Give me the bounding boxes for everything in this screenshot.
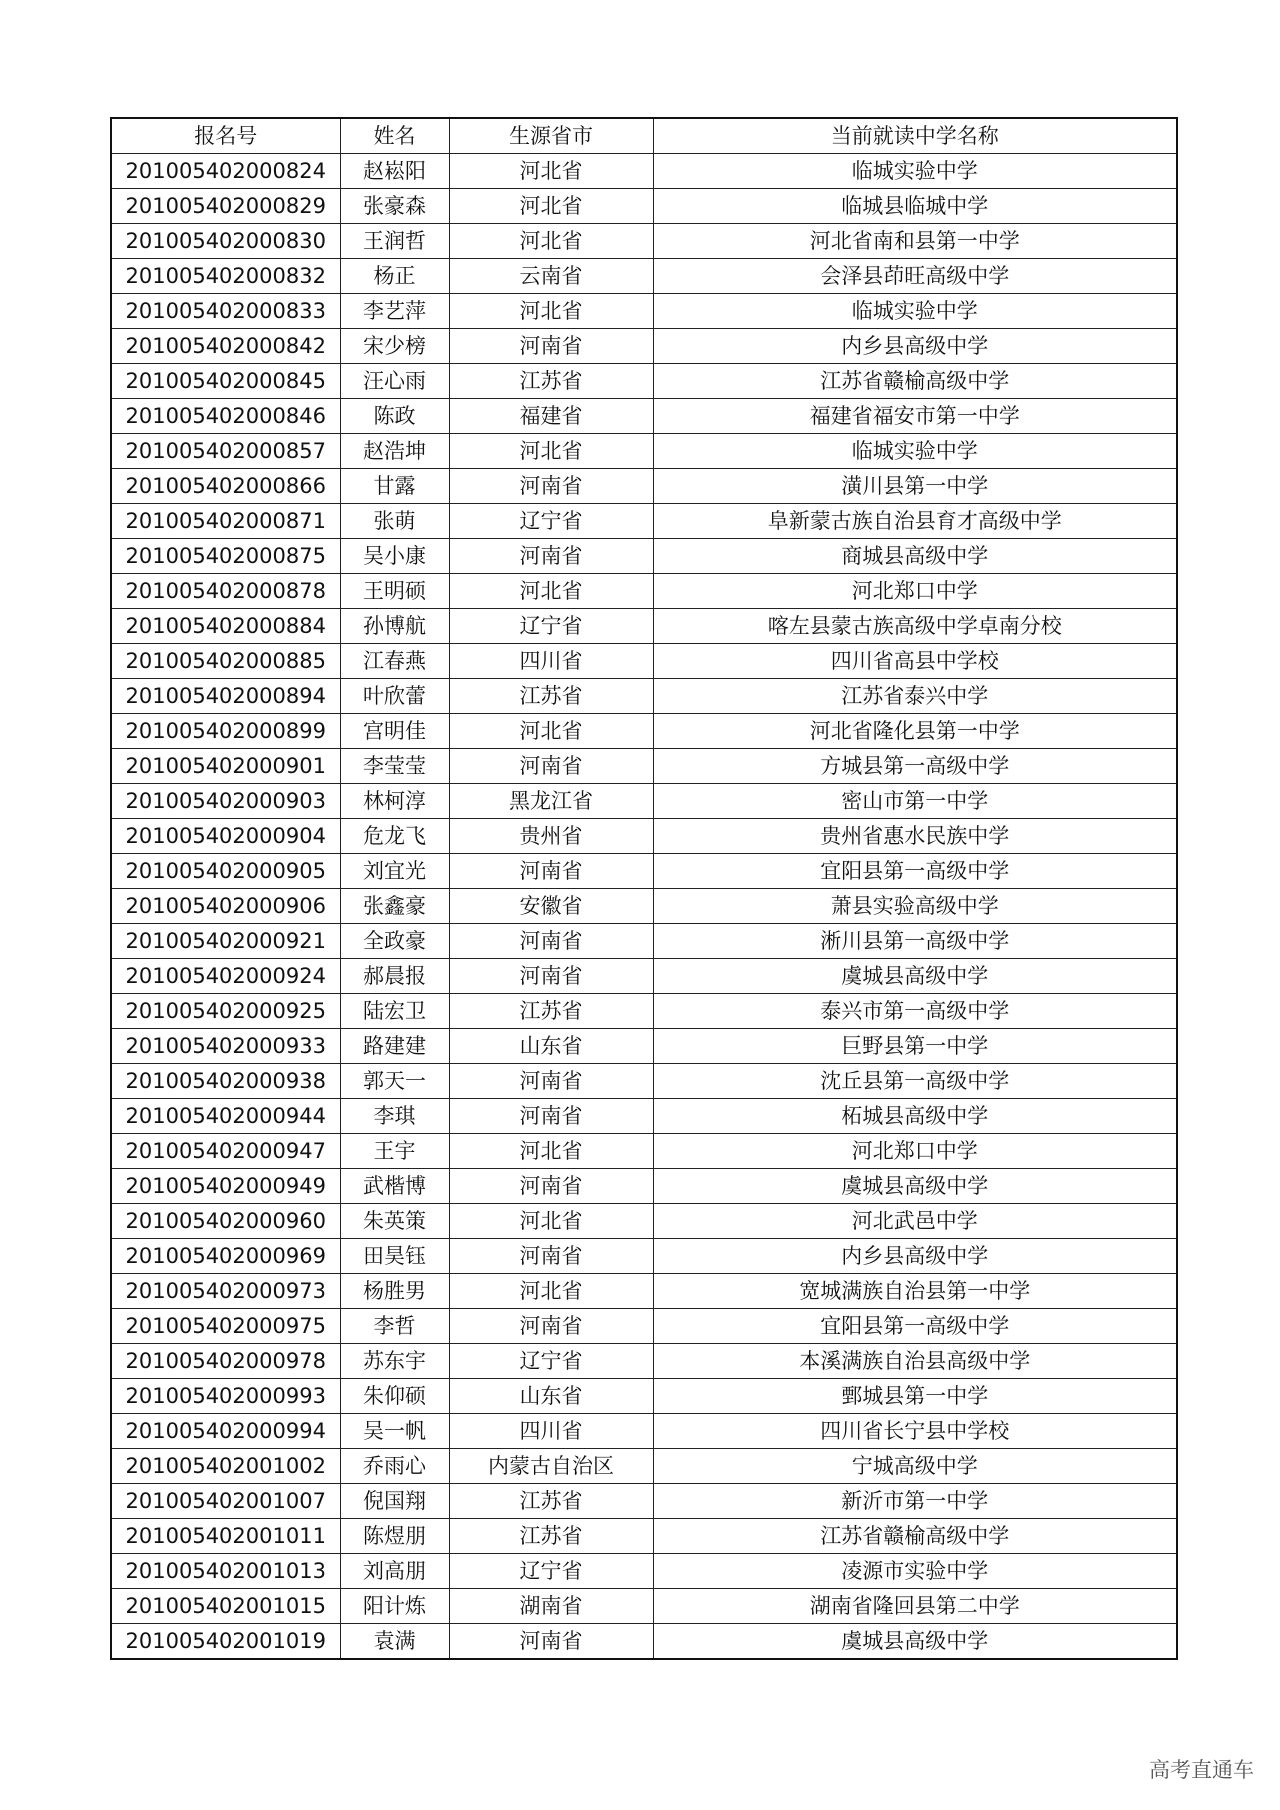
name-cell: 苏东宇	[340, 1344, 449, 1379]
table-row	[111, 399, 1177, 434]
registration-number-cell: 201005402000842	[111, 329, 340, 364]
table-row	[111, 1204, 1177, 1239]
school-cell: 商城县高级中学	[653, 539, 1177, 574]
table-row	[111, 1099, 1177, 1134]
table-row	[111, 959, 1177, 994]
table-row	[111, 644, 1177, 679]
school-cell: 鄄城县第一中学	[653, 1379, 1177, 1414]
table-row	[111, 784, 1177, 819]
table-row	[111, 504, 1177, 539]
school-cell: 四川省高县中学校	[653, 644, 1177, 679]
table-row	[111, 189, 1177, 224]
registration-number-cell: 201005402000904	[111, 819, 340, 854]
province-cell: 辽宁省	[449, 1554, 653, 1589]
registration-number-cell: 201005402000899	[111, 714, 340, 749]
province-cell: 河南省	[449, 1239, 653, 1274]
school-cell: 河北郑口中学	[653, 574, 1177, 609]
school-cell: 内乡县高级中学	[653, 329, 1177, 364]
registration-number-cell: 201005402000824	[111, 154, 340, 189]
province-cell: 河南省	[449, 924, 653, 959]
table-row	[111, 1134, 1177, 1169]
table-row	[111, 1379, 1177, 1414]
table-row	[111, 294, 1177, 329]
name-cell: 陈政	[340, 399, 449, 434]
province-cell: 河北省	[449, 714, 653, 749]
registration-number-cell: 201005402000871	[111, 504, 340, 539]
school-cell: 江苏省赣榆高级中学	[653, 364, 1177, 399]
table-row	[111, 1029, 1177, 1064]
name-cell: 刘宜光	[340, 854, 449, 889]
table-row	[111, 1414, 1177, 1449]
registration-number-cell: 201005402000829	[111, 189, 340, 224]
name-cell: 孙博航	[340, 609, 449, 644]
name-cell: 李艺萍	[340, 294, 449, 329]
province-cell: 河北省	[449, 154, 653, 189]
province-cell: 云南省	[449, 259, 653, 294]
name-cell: 乔雨心	[340, 1449, 449, 1484]
table-row	[111, 1344, 1177, 1379]
table-row	[111, 1449, 1177, 1484]
registration-number-cell: 201005402001013	[111, 1554, 340, 1589]
table-row	[111, 364, 1177, 399]
school-cell: 虞城县高级中学	[653, 959, 1177, 994]
name-cell: 田昊钰	[340, 1239, 449, 1274]
name-cell: 赵崧阳	[340, 154, 449, 189]
table-row	[111, 539, 1177, 574]
registration-number-cell: 201005402000938	[111, 1064, 340, 1099]
name-cell: 汪心雨	[340, 364, 449, 399]
province-cell: 河南省	[449, 1309, 653, 1344]
registration-number-cell: 201005402000830	[111, 224, 340, 259]
name-cell: 刘高朋	[340, 1554, 449, 1589]
table-row	[111, 1274, 1177, 1309]
school-cell: 本溪满族自治县高级中学	[653, 1344, 1177, 1379]
table-row	[111, 434, 1177, 469]
school-cell: 泰兴市第一高级中学	[653, 994, 1177, 1029]
table-row	[111, 329, 1177, 364]
name-cell: 江春燕	[340, 644, 449, 679]
name-cell: 全政豪	[340, 924, 449, 959]
province-cell: 贵州省	[449, 819, 653, 854]
province-cell: 河北省	[449, 1274, 653, 1309]
school-cell: 临城实验中学	[653, 434, 1177, 469]
name-cell: 张萌	[340, 504, 449, 539]
registration-number-cell: 201005402000894	[111, 679, 340, 714]
registration-number-cell: 201005402000885	[111, 644, 340, 679]
registration-number-cell: 201005402000947	[111, 1134, 340, 1169]
school-cell: 会泽县茚旺高级中学	[653, 259, 1177, 294]
school-cell: 河北省南和县第一中学	[653, 224, 1177, 259]
school-cell: 潢川县第一中学	[653, 469, 1177, 504]
name-cell: 吴小康	[340, 539, 449, 574]
province-cell: 江苏省	[449, 364, 653, 399]
table-row	[111, 1554, 1177, 1589]
school-cell: 临城县临城中学	[653, 189, 1177, 224]
name-cell: 张豪森	[340, 189, 449, 224]
province-cell: 辽宁省	[449, 1344, 653, 1379]
school-cell: 福建省福安市第一中学	[653, 399, 1177, 434]
table-row	[111, 819, 1177, 854]
school-cell: 江苏省赣榆高级中学	[653, 1519, 1177, 1554]
school-cell: 沈丘县第一高级中学	[653, 1064, 1177, 1099]
table-row	[111, 574, 1177, 609]
table-row	[111, 1624, 1177, 1660]
table-row	[111, 1484, 1177, 1519]
registration-number-cell: 201005402001007	[111, 1484, 340, 1519]
name-cell: 王明硕	[340, 574, 449, 609]
name-cell: 张鑫豪	[340, 889, 449, 924]
registration-number-cell: 201005402000973	[111, 1274, 340, 1309]
province-cell: 河南省	[449, 854, 653, 889]
name-cell: 陈煜朋	[340, 1519, 449, 1554]
registration-number-cell: 201005402001019	[111, 1624, 340, 1660]
registration-number-cell: 201005402000901	[111, 749, 340, 784]
province-cell: 安徽省	[449, 889, 653, 924]
registration-number-cell: 201005402000924	[111, 959, 340, 994]
province-cell: 河南省	[449, 469, 653, 504]
province-cell: 江苏省	[449, 1484, 653, 1519]
school-cell: 宁城高级中学	[653, 1449, 1177, 1484]
province-cell: 四川省	[449, 644, 653, 679]
table-row	[111, 1169, 1177, 1204]
name-cell: 郝晨报	[340, 959, 449, 994]
table-row	[111, 224, 1177, 259]
province-cell: 内蒙古自治区	[449, 1449, 653, 1484]
name-cell: 宋少榜	[340, 329, 449, 364]
name-cell: 倪国翔	[340, 1484, 449, 1519]
school-cell: 宽城满族自治县第一中学	[653, 1274, 1177, 1309]
registration-number-cell: 201005402000875	[111, 539, 340, 574]
header-province: 生源省市	[449, 118, 653, 154]
province-cell: 四川省	[449, 1414, 653, 1449]
province-cell: 河北省	[449, 1204, 653, 1239]
table-row	[111, 889, 1177, 924]
registration-number-cell: 201005402000960	[111, 1204, 340, 1239]
registration-number-cell: 201005402000949	[111, 1169, 340, 1204]
school-cell: 新沂市第一中学	[653, 1484, 1177, 1519]
registration-number-cell: 201005402001015	[111, 1589, 340, 1624]
table-row	[111, 154, 1177, 189]
school-cell: 密山市第一中学	[653, 784, 1177, 819]
registration-number-cell: 201005402000906	[111, 889, 340, 924]
province-cell: 河北省	[449, 224, 653, 259]
table-row	[111, 924, 1177, 959]
watermark-text: 高考直通车	[1149, 1758, 1254, 1782]
name-cell: 路建建	[340, 1029, 449, 1064]
province-cell: 山东省	[449, 1029, 653, 1064]
province-cell: 河南省	[449, 329, 653, 364]
registration-number-cell: 201005402000975	[111, 1309, 340, 1344]
registration-number-cell: 201005402000921	[111, 924, 340, 959]
name-cell: 阳计炼	[340, 1589, 449, 1624]
school-cell: 四川省长宁县中学校	[653, 1414, 1177, 1449]
province-cell: 江苏省	[449, 679, 653, 714]
registration-number-cell: 201005402000833	[111, 294, 340, 329]
province-cell: 河北省	[449, 1134, 653, 1169]
table-row	[111, 469, 1177, 504]
table-header-row	[111, 118, 1177, 154]
school-cell: 虞城县高级中学	[653, 1624, 1177, 1660]
province-cell: 河北省	[449, 294, 653, 329]
table-row	[111, 679, 1177, 714]
school-cell: 萧县实验高级中学	[653, 889, 1177, 924]
province-cell: 辽宁省	[449, 609, 653, 644]
name-cell: 李哲	[340, 1309, 449, 1344]
name-cell: 郭天一	[340, 1064, 449, 1099]
school-cell: 江苏省泰兴中学	[653, 679, 1177, 714]
name-cell: 朱英策	[340, 1204, 449, 1239]
province-cell: 河北省	[449, 189, 653, 224]
school-cell: 河北省隆化县第一中学	[653, 714, 1177, 749]
name-cell: 杨正	[340, 259, 449, 294]
table-row	[111, 714, 1177, 749]
table-row	[111, 1064, 1177, 1099]
table-row	[111, 609, 1177, 644]
school-cell: 贵州省惠水民族中学	[653, 819, 1177, 854]
name-cell: 陆宏卫	[340, 994, 449, 1029]
registration-number-cell: 201005402000903	[111, 784, 340, 819]
school-cell: 临城实验中学	[653, 154, 1177, 189]
province-cell: 辽宁省	[449, 504, 653, 539]
registration-number-cell: 201005402001002	[111, 1449, 340, 1484]
province-cell: 山东省	[449, 1379, 653, 1414]
school-cell: 阜新蒙古族自治县育才高级中学	[653, 504, 1177, 539]
school-cell: 喀左县蒙古族高级中学卓南分校	[653, 609, 1177, 644]
province-cell: 河南省	[449, 1624, 653, 1660]
province-cell: 湖南省	[449, 1589, 653, 1624]
school-cell: 宜阳县第一高级中学	[653, 1309, 1177, 1344]
school-cell: 临城实验中学	[653, 294, 1177, 329]
registration-number-cell: 201005402000925	[111, 994, 340, 1029]
province-cell: 河南省	[449, 1099, 653, 1134]
name-cell: 林柯淳	[340, 784, 449, 819]
admission-list-table	[110, 117, 1178, 1660]
registration-number-cell: 201005402000969	[111, 1239, 340, 1274]
registration-number-cell: 201005402000878	[111, 574, 340, 609]
registration-number-cell: 201005402000933	[111, 1029, 340, 1064]
name-cell: 朱仰硕	[340, 1379, 449, 1414]
name-cell: 王宇	[340, 1134, 449, 1169]
name-cell: 甘露	[340, 469, 449, 504]
registration-number-cell: 201005402000994	[111, 1414, 340, 1449]
school-cell: 内乡县高级中学	[653, 1239, 1177, 1274]
registration-number-cell: 201005402000846	[111, 399, 340, 434]
header-registration-number: 报名号	[111, 118, 340, 154]
table-row	[111, 994, 1177, 1029]
registration-number-cell: 201005402000832	[111, 259, 340, 294]
registration-number-cell: 201005402001011	[111, 1519, 340, 1554]
school-cell: 河北郑口中学	[653, 1134, 1177, 1169]
school-cell: 河北武邑中学	[653, 1204, 1177, 1239]
province-cell: 河南省	[449, 959, 653, 994]
name-cell: 宫明佳	[340, 714, 449, 749]
header-name: 姓名	[340, 118, 449, 154]
name-cell: 李莹莹	[340, 749, 449, 784]
school-cell: 巨野县第一中学	[653, 1029, 1177, 1064]
table-row	[111, 1589, 1177, 1624]
registration-number-cell: 201005402000845	[111, 364, 340, 399]
name-cell: 李琪	[340, 1099, 449, 1134]
province-cell: 黑龙江省	[449, 784, 653, 819]
name-cell: 武楷博	[340, 1169, 449, 1204]
header-school: 当前就读中学名称	[653, 118, 1177, 154]
registration-number-cell: 201005402000857	[111, 434, 340, 469]
registration-number-cell: 201005402000905	[111, 854, 340, 889]
table-row	[111, 1519, 1177, 1554]
province-cell: 河北省	[449, 434, 653, 469]
name-cell: 危龙飞	[340, 819, 449, 854]
school-cell: 柘城县高级中学	[653, 1099, 1177, 1134]
province-cell: 河南省	[449, 1064, 653, 1099]
table-row	[111, 749, 1177, 784]
name-cell: 王润哲	[340, 224, 449, 259]
table-row	[111, 854, 1177, 889]
province-cell: 河南省	[449, 1169, 653, 1204]
name-cell: 袁满	[340, 1624, 449, 1660]
name-cell: 赵浩坤	[340, 434, 449, 469]
registration-number-cell: 201005402000884	[111, 609, 340, 644]
table-row	[111, 1239, 1177, 1274]
registration-number-cell: 201005402000944	[111, 1099, 340, 1134]
province-cell: 江苏省	[449, 1519, 653, 1554]
province-cell: 福建省	[449, 399, 653, 434]
name-cell: 叶欣蕾	[340, 679, 449, 714]
school-cell: 方城县第一高级中学	[653, 749, 1177, 784]
school-cell: 凌源市实验中学	[653, 1554, 1177, 1589]
school-cell: 虞城县高级中学	[653, 1169, 1177, 1204]
name-cell: 吴一帆	[340, 1414, 449, 1449]
table-row	[111, 259, 1177, 294]
name-cell: 杨胜男	[340, 1274, 449, 1309]
school-cell: 宜阳县第一高级中学	[653, 854, 1177, 889]
school-cell: 淅川县第一高级中学	[653, 924, 1177, 959]
registration-number-cell: 201005402000978	[111, 1344, 340, 1379]
school-cell: 湖南省隆回县第二中学	[653, 1589, 1177, 1624]
province-cell: 河南省	[449, 749, 653, 784]
province-cell: 河北省	[449, 574, 653, 609]
province-cell: 江苏省	[449, 994, 653, 1029]
province-cell: 河南省	[449, 539, 653, 574]
table-row	[111, 1309, 1177, 1344]
registration-number-cell: 201005402000866	[111, 469, 340, 504]
registration-number-cell: 201005402000993	[111, 1379, 340, 1414]
